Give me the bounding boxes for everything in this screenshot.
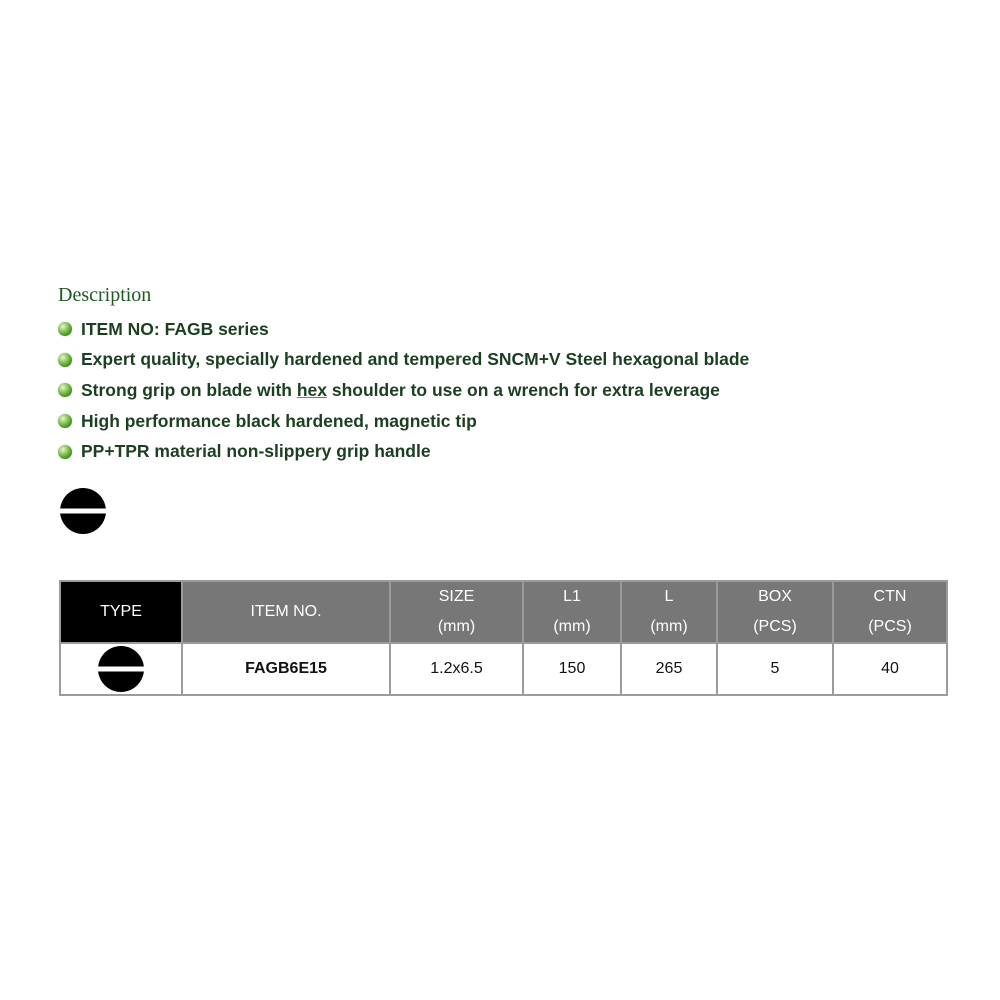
feature-item (58, 345, 749, 376)
header-item-no: ITEM NO. (183, 582, 389, 642)
feature-text (81, 380, 720, 401)
header-box-unit: (PCS) (753, 618, 797, 635)
spec-table (59, 580, 948, 696)
feature-text-part: Strong grip on blade with (81, 379, 297, 400)
feature-item (58, 436, 749, 467)
cell-item-no: FAGB6E15 (183, 644, 389, 694)
cell-type (61, 644, 181, 694)
feature-item (58, 314, 749, 345)
header-ctn-unit: (PCS) (868, 618, 912, 635)
header-size-label: SIZE (438, 588, 475, 605)
cell-l1: 150 (524, 644, 620, 694)
header-size (391, 582, 522, 642)
green-bullet-icon (58, 353, 72, 367)
description-title: Description (58, 284, 152, 306)
green-bullet-icon (58, 322, 72, 336)
cell-l: 265 (622, 644, 716, 694)
feature-text-underlined: hex (296, 379, 327, 400)
feature-item (58, 406, 749, 437)
header-ctn-label: CTN (873, 588, 907, 605)
feature-text-part: shoulder to use on a wrench for extra leverage (326, 379, 720, 400)
green-bullet-icon (58, 445, 72, 459)
table-row (61, 644, 946, 694)
feature-text: ITEM NO: FAGB series (81, 318, 269, 339)
feature-item (58, 375, 749, 406)
header-l (622, 582, 716, 642)
header-type: TYPE (61, 582, 181, 642)
cell-size: 1.2x6.5 (391, 644, 522, 694)
feature-text: PP+TPR material non-slippery grip handle (81, 441, 431, 462)
header-l-label: L (664, 588, 674, 605)
header-l1-unit: (mm) (553, 618, 591, 635)
slotted-tip-icon (98, 646, 144, 692)
table-header-row (61, 582, 946, 642)
feature-text: High performance black hardened, magnetic tip (81, 410, 477, 431)
header-box (718, 582, 832, 642)
green-bullet-icon (58, 383, 72, 397)
feature-list (58, 314, 749, 467)
header-box-label: BOX (758, 588, 792, 605)
header-l1 (524, 582, 620, 642)
cell-box: 5 (718, 644, 832, 694)
cell-ctn: 40 (834, 644, 946, 694)
header-ctn (834, 582, 946, 642)
green-bullet-icon (58, 414, 72, 428)
slotted-tip-icon (60, 488, 106, 534)
header-l1-label: L1 (563, 588, 581, 605)
header-size-unit: (mm) (437, 618, 476, 635)
header-l-unit: (mm) (650, 618, 688, 635)
feature-text: Expert quality, specially hardened and tempered SNCM+V Steel hexagonal blade (81, 349, 750, 370)
